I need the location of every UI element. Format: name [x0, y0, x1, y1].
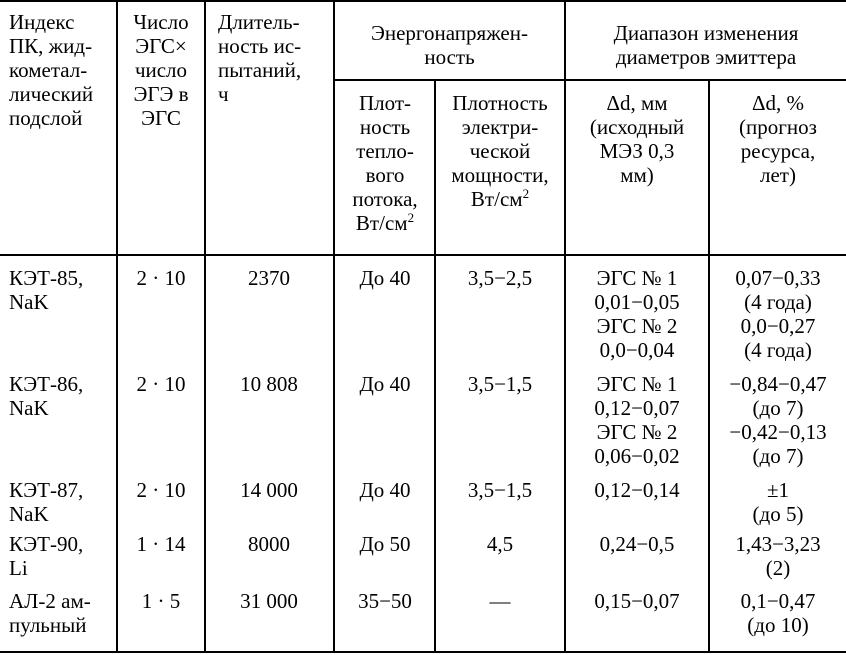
cell-index: КЭТ-87, NaK	[9, 478, 84, 526]
header-power-text: Плотность электри- ческой мощности, Вт/см	[451, 91, 549, 211]
cell-power: 3,5−2,5	[467, 266, 533, 290]
header-index: Индекс ПК, жид- кометал- лический подслой	[9, 10, 94, 130]
cell-heat: До 40	[359, 478, 411, 502]
header-count: Число ЭГС× число ЭГЭ в ЭГС	[133, 10, 189, 130]
cell-line: (4 года)	[744, 290, 812, 314]
cell-line: 0,24−0,5	[599, 532, 675, 556]
header-heat-flux	[336, 91, 434, 235]
rule-header-bottom	[0, 254, 846, 256]
col-divider-3	[333, 0, 335, 653]
header-power	[436, 91, 564, 211]
header-delta-mm: Δd, мм (исходный МЭЗ 0,3 мм)	[589, 91, 685, 187]
cell-delta-mm	[566, 478, 708, 502]
cell-line: 0,12−0,14	[594, 478, 680, 502]
cell-delta-pct	[710, 478, 846, 526]
cell-delta-mm	[566, 372, 708, 468]
cell-line: 0,0−0,04	[599, 338, 675, 362]
cell-duration: 31 000	[240, 589, 298, 613]
cell-line: ЭГС № 1	[596, 266, 678, 290]
cell-duration: 2370	[248, 266, 290, 290]
cell-heat: До 40	[359, 372, 411, 396]
cell-delta-mm	[566, 532, 708, 556]
cell-delta-pct	[710, 589, 846, 637]
rule-top	[0, 0, 846, 2]
cell-line: −0,42−0,13	[729, 420, 827, 444]
cell-heat: 35−50	[358, 589, 412, 613]
cell-count: 1 · 5	[141, 589, 181, 613]
cell-heat: До 50	[359, 532, 411, 556]
cell-line: −0,84−0,47	[729, 372, 827, 396]
cell-duration: 8000	[248, 532, 290, 556]
cell-line: (2)	[765, 556, 791, 580]
cell-index: АЛ-2 ам- пульный	[9, 589, 91, 637]
cell-line: ЭГС № 2	[596, 314, 678, 338]
cell-line: 1,43−3,23	[735, 532, 821, 556]
cell-power: 3,5−1,5	[467, 478, 533, 502]
cell-index: КЭТ-90, Li	[9, 532, 84, 580]
cell-power: 4,5	[486, 532, 514, 556]
cell-line: 0,0−0,27	[740, 314, 816, 338]
cell-line: (до 10)	[747, 613, 809, 637]
rule-subheader	[333, 79, 846, 81]
cell-delta-pct	[710, 532, 846, 580]
cell-line: 0,01−0,05	[594, 290, 680, 314]
cell-delta-pct	[710, 266, 846, 362]
cell-count: 2 · 10	[136, 372, 186, 396]
header-heat-flux-sup: 2	[407, 210, 415, 225]
cell-heat: До 40	[359, 266, 411, 290]
header-delta-pct: Δd, % (прогноз ресурса, лет)	[739, 91, 817, 187]
cell-power: 3,5−1,5	[467, 372, 533, 396]
cell-line: (4 года)	[744, 338, 812, 362]
cell-line: 0,07−0,33	[735, 266, 821, 290]
cell-count: 2 · 10	[136, 266, 186, 290]
cell-line: ЭГС № 1	[596, 372, 678, 396]
header-heat-flux-text: Плот- ность тепло- вого потока, Вт/см	[352, 91, 418, 235]
cell-index: КЭТ-86, NaK	[9, 372, 84, 420]
cell-line: 0,06−0,02	[594, 444, 680, 468]
cell-count: 2 · 10	[136, 478, 186, 502]
cell-line: 0,1−0,47	[740, 589, 816, 613]
rule-bottom	[0, 651, 846, 653]
cell-duration: 10 808	[240, 372, 298, 396]
cell-line: (до 7)	[752, 396, 804, 420]
cell-delta-pct	[710, 372, 846, 468]
cell-delta-mm	[566, 589, 708, 613]
cell-line: 0,15−0,07	[594, 589, 680, 613]
header-duration: Длитель- ность ис- пытаний, ч	[218, 10, 302, 106]
cell-duration: 14 000	[240, 478, 298, 502]
cell-delta-mm	[566, 266, 708, 362]
cell-line: ЭГС № 2	[596, 420, 678, 444]
header-power-sup: 2	[522, 186, 530, 201]
cell-index: КЭТ-85, NaK	[9, 266, 84, 314]
cell-line: (до 7)	[752, 444, 804, 468]
header-energy-group: Энергонапряжен- ность	[371, 21, 528, 69]
header-range-group: Диапазон изменения диаметров эмиттера	[613, 21, 799, 69]
cell-line: ±1	[766, 478, 790, 502]
cell-line: 0,12−0,07	[594, 396, 680, 420]
cell-count: 1 · 14	[136, 532, 186, 556]
cell-line: (до 5)	[752, 502, 804, 526]
cell-power: —	[489, 589, 511, 613]
